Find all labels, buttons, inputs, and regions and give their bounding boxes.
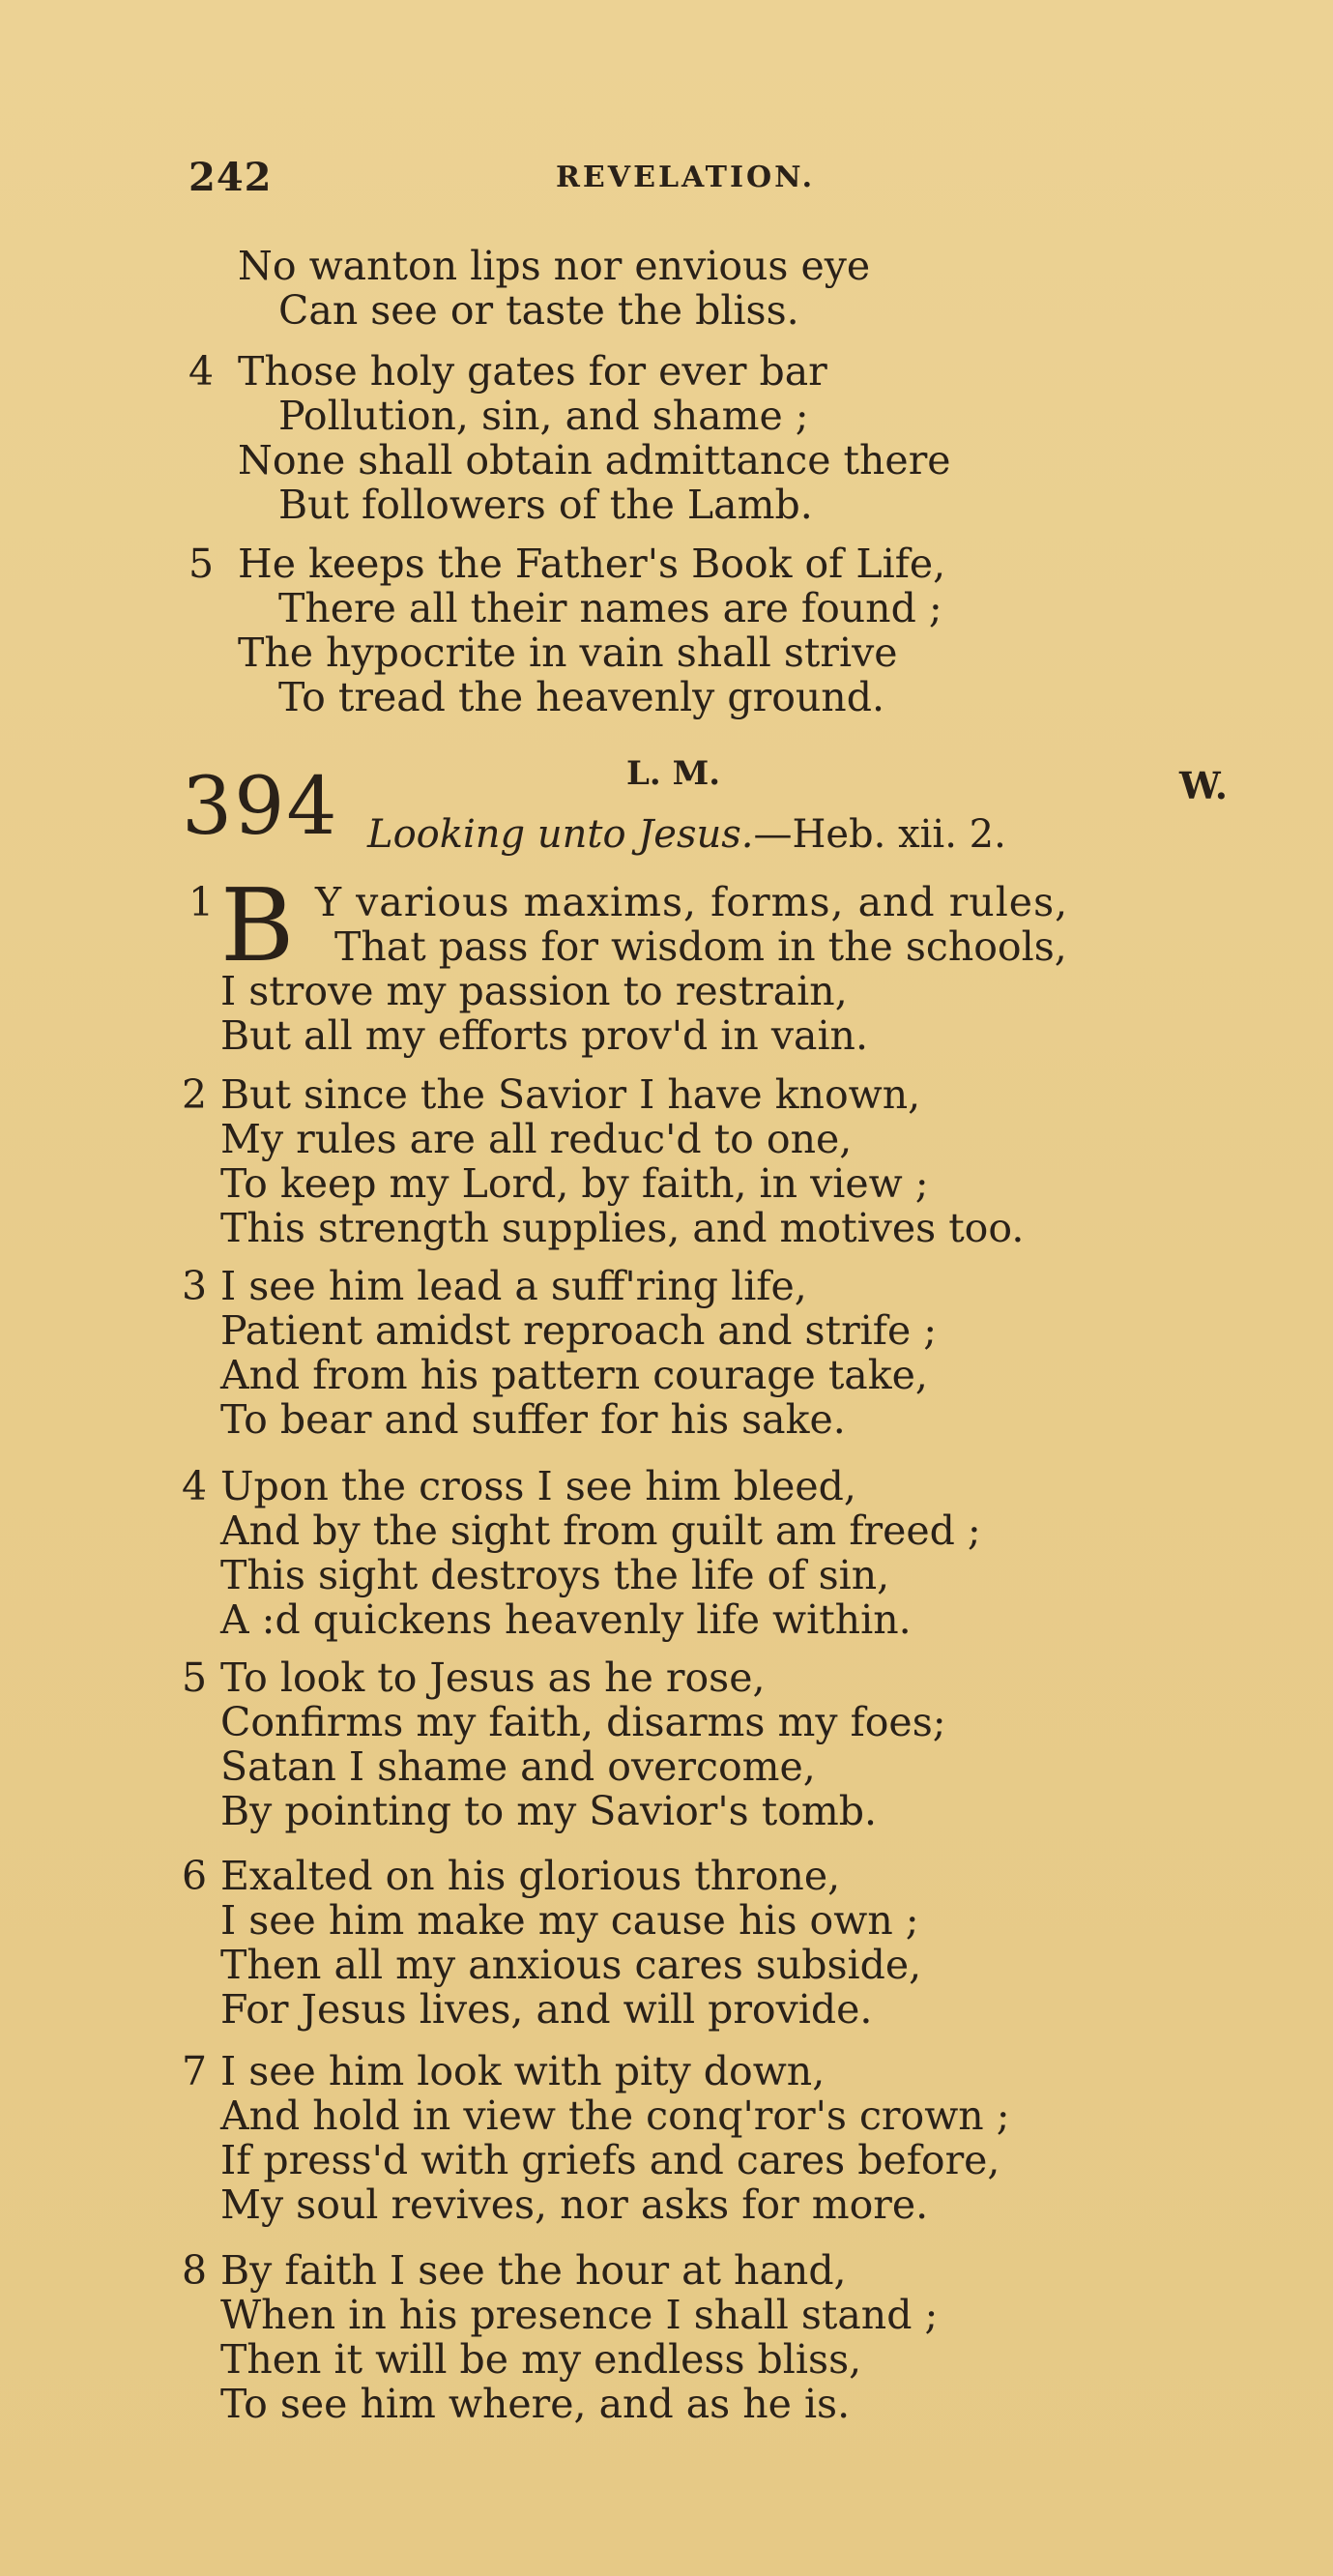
verse-line: But since the Savior I have known, (220, 1071, 921, 1118)
verse-line: Y various maxims, forms, and rules, (315, 879, 1069, 925)
verse-line: Satan I shame and overcome, (220, 1743, 816, 1790)
verse-line: If press'd with griefs and cares before, (220, 2137, 1000, 2183)
verse-line: But followers of the Lamb. (278, 482, 813, 528)
verse-line: A :d quickens heavenly life within. (220, 1596, 912, 1643)
verse-line: And by the sight from guilt am freed ; (220, 1508, 981, 1554)
verse-line: To keep my Lord, by faith, in view ; (220, 1160, 929, 1207)
verse-line: The hypocrite in vain shall strive (238, 629, 898, 676)
verse-line: And hold in view the conq'ror's crown ; (220, 2093, 1010, 2139)
page-number: 242 (188, 155, 273, 200)
verse-line: No wanton lips nor envious eye (238, 243, 871, 289)
verse-line: Patient amidst reproach and strife ; (220, 1307, 938, 1354)
stanza-number: 5 (188, 541, 215, 587)
stanza-number: 1 (188, 879, 215, 925)
running-title: REVELATION. (556, 161, 816, 194)
verse-line: None shall obtain admittance there (238, 437, 951, 483)
hymn-title: Looking unto Jesus. (367, 812, 754, 857)
verse-line: I see him make my cause his own ; (220, 1897, 919, 1944)
verse-line: By pointing to my Savior's tomb. (220, 1788, 878, 1834)
verse-line: My rules are all reduc'd to one, (220, 1116, 853, 1162)
hymn-number: 394 (182, 761, 339, 853)
scripture-reference: —Heb. xii. 2. (753, 812, 1006, 857)
drop-cap: B (220, 866, 295, 984)
verse-line: I see him lead a suff'ring life, (220, 1263, 807, 1309)
hymn-subtitle (367, 812, 1006, 857)
page-header (188, 155, 1155, 203)
verse-line: To look to Jesus as he rose, (220, 1654, 766, 1701)
verse-line: Can see or taste the bliss. (278, 287, 799, 334)
verse-line: This strength supplies, and motives too. (220, 1205, 1025, 1251)
verse-line: Confirms my faith, disarms my foes; (220, 1699, 946, 1745)
verse-line: To see him where, and as he is. (220, 2381, 851, 2427)
stanza-number: 3 (182, 1263, 208, 1309)
stanza-number: 4 (182, 1463, 208, 1509)
verse-line: There all their names are found ; (278, 585, 942, 631)
verse-line: Then all my anxious cares subside, (220, 1942, 922, 1988)
verse-line: I see him look with pity down, (220, 2048, 826, 2094)
hymn-meter: L. M. (626, 754, 721, 793)
verse-line: Exalted on his glorious throne, (220, 1853, 841, 1899)
verse-line: My soul revives, nor asks for more. (220, 2181, 929, 2228)
hymn-composer: W. (1179, 764, 1228, 807)
stanza-number: 6 (182, 1853, 208, 1899)
stanza-number: 8 (182, 2247, 208, 2294)
verse-line: When in his presence I shall stand ; (220, 2292, 939, 2338)
stanza-number: 4 (188, 348, 215, 395)
stanza-number: 7 (182, 2048, 208, 2094)
verse-line: To tread the heavenly ground. (278, 674, 884, 720)
stanza-number: 5 (182, 1654, 208, 1701)
stanza-number: 2 (182, 1071, 208, 1118)
verse-line: But all my efforts prov'd in vain. (220, 1012, 868, 1059)
verse-line: Then it will be my endless bliss, (220, 2336, 862, 2383)
verse-line: And from his pattern courage take, (220, 1352, 928, 1398)
verse-line: Upon the cross I see him bleed, (220, 1463, 856, 1509)
verse-line: This sight destroys the life of sin, (220, 1552, 890, 1598)
verse-line: To bear and suffer for his sake. (220, 1396, 846, 1443)
verse-line: Those holy gates for ever bar (238, 348, 827, 395)
verse-line: That pass for wisdom in the schools, (334, 923, 1067, 970)
verse-line: For Jesus lives, and will provide. (220, 1986, 873, 2033)
verse-line: Pollution, sin, and shame ; (278, 393, 809, 439)
verse-line: He keeps the Father's Book of Life, (238, 541, 946, 587)
verse-line: By faith I see the hour at hand, (220, 2247, 847, 2294)
verse-line: I strove my passion to restrain, (220, 968, 848, 1014)
